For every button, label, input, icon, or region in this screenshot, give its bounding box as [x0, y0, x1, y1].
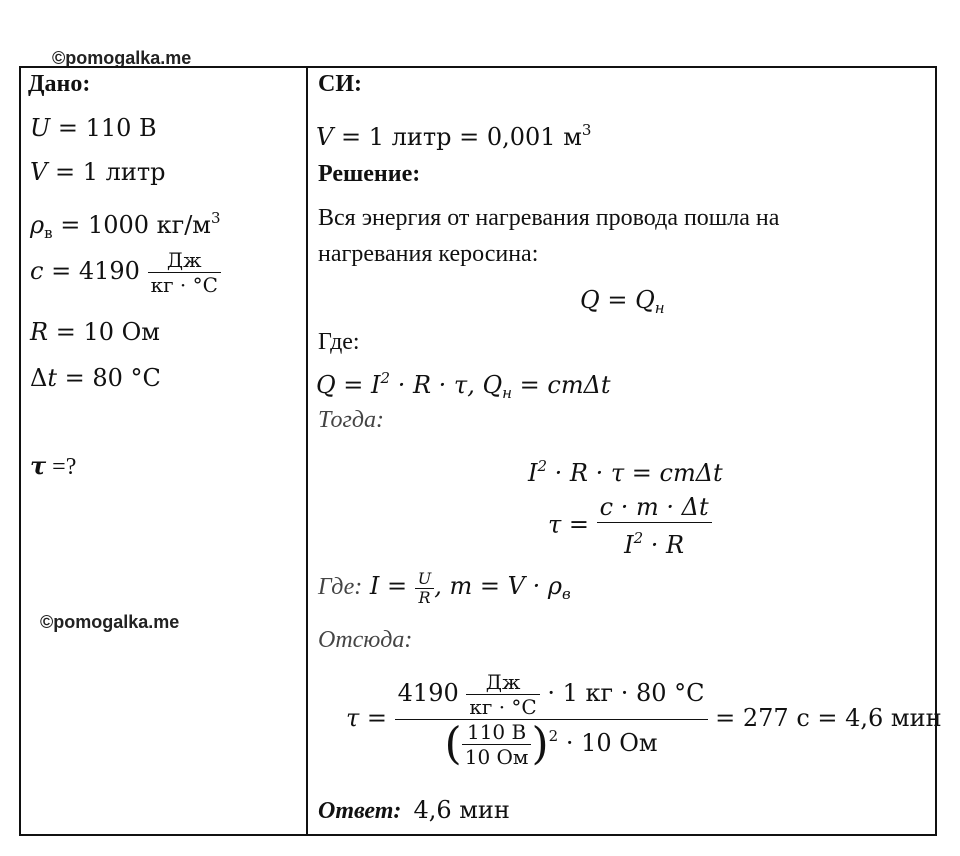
- watermark-top: ©pomogalka.me: [52, 48, 192, 68]
- solution-title: Решение:: [318, 161, 421, 187]
- given-specific-heat: c = 4190 $\frac{Дж}{кг \cdot ^\circ С}$: [30, 248, 221, 297]
- given-density: $\rho_в = 1000$ $кг/м^3$: [30, 209, 221, 242]
- equation-equality: $I^2 \cdot R \cdot \tau = cm\Delta t$: [528, 457, 723, 487]
- given-volume: V = 1 литр: [30, 158, 166, 186]
- equation-heat-definitions: $Q = I^2 \cdot R \cdot \tau$, $Q_н = cm\Delta t$: [316, 369, 611, 402]
- equation-time-formula: τ = $\frac{c \cdot m \cdot \Delta t}{I^2 \cdot R}$: [548, 492, 712, 560]
- given-title: Дано:: [28, 71, 91, 97]
- find-time: τ =?: [30, 451, 77, 480]
- column-divider: [306, 66, 308, 836]
- si-volume: V = 1 литр = 0,001 $м^3$: [316, 121, 592, 151]
- then-label: Тогда:: [318, 407, 384, 433]
- hence-label: Отсюда:: [318, 627, 413, 653]
- given-temperature-change: Δt = 80 °С: [30, 364, 161, 392]
- given-voltage: U = 110 В: [30, 114, 157, 142]
- solution-text-line1: Вся энергия от нагревания провода пошла на: [318, 205, 780, 231]
- si-title: СИ:: [318, 71, 362, 97]
- where-current-mass: Где: I = $\frac{U}{R}$ , $m = V \cdot \rho_в$: [318, 569, 571, 607]
- given-resistance: R = 10 Ом: [30, 318, 160, 346]
- where-label: Где:: [318, 329, 360, 355]
- equation-energy-balance: $Q = Q_н$: [580, 286, 665, 317]
- answer-line: Ответ: 4,6 мин: [318, 796, 510, 824]
- solution-text-line2: нагревания керосина:: [318, 241, 539, 267]
- watermark-middle: ©pomogalka.me: [40, 612, 180, 632]
- equation-final-calculation: τ = 4190 $\frac{Дж}{кг \cdot ^\circ С}$ · 1 кг · 80 °С ( $\frac{110 В}{10 Ом}$ )$^2$ · 10 Ом = 277 с = 4,6 мин: [346, 670, 942, 770]
